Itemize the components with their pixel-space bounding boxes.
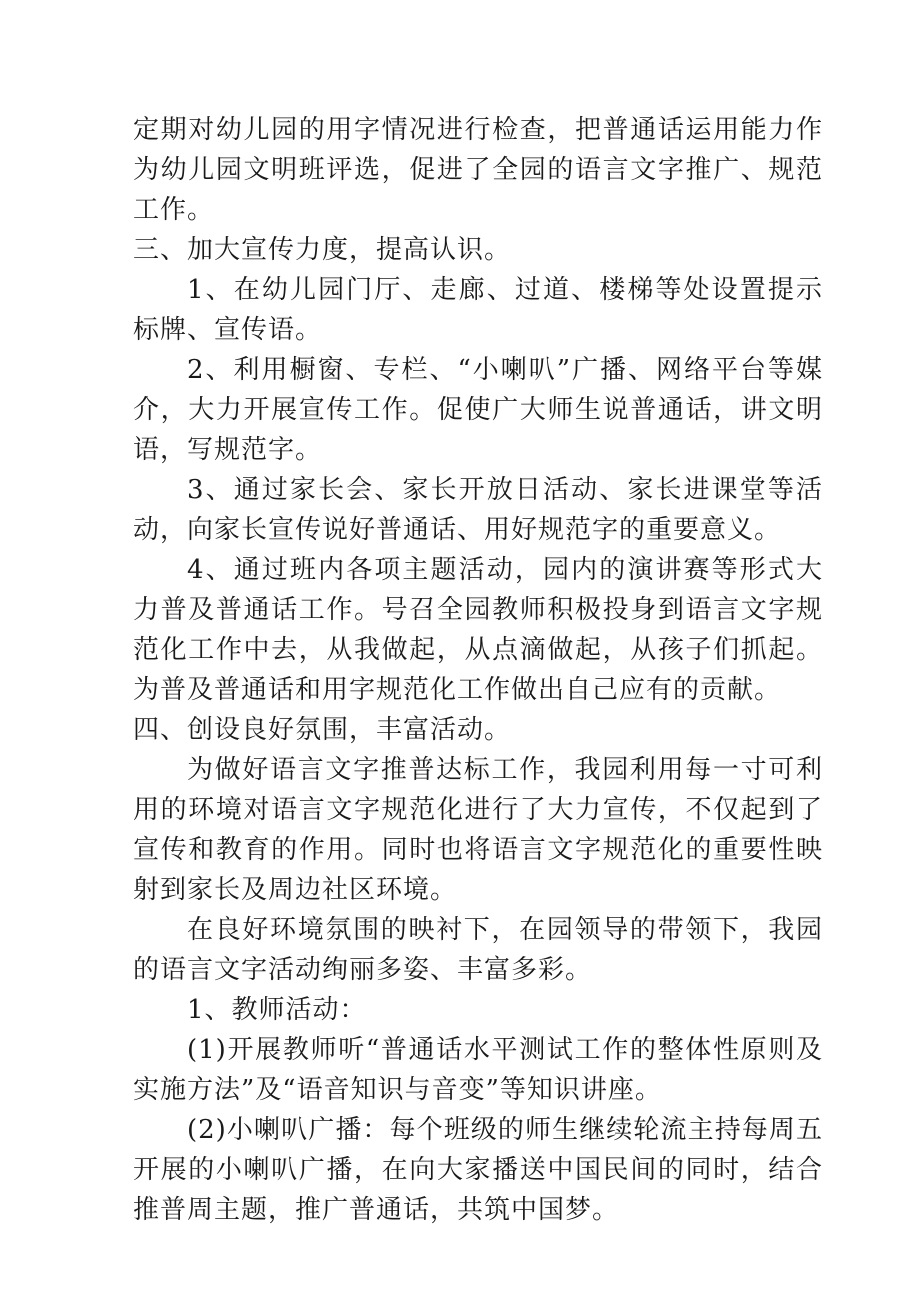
- section-heading: 四、创设良好氛围，丰富活动。: [133, 715, 512, 745]
- body-paragraph: 4、通过班内各项主题活动，园内的演讲赛等形式大力普及普通话工作。号召全园教师积极投身到语言文字规范化工作中去，从我做起，从点滴做起，从孩子们抓起。为普及普通话和用字规范化工作做出自己应有的贡献。: [133, 555, 823, 705]
- list-item: (2)小喇叭广播：每个班级的师生继续轮流主持每周五开展的小喇叭广播，在向大家播送中国民间的同时，结合推普周主题，推广普通话，共筑中国梦。: [133, 1115, 823, 1225]
- body-paragraph: 为做好语言文字推普达标工作，我园利用每一寸可利用的环境对语言文字规范化进行了大力宣传，不仅起到了宣传和教育的作用。同时也将语言文字规范化的重要性映射到家长及周边社区环境。: [133, 755, 823, 905]
- section-heading: 三、加大宣传力度，提高认识。: [133, 235, 512, 265]
- body-paragraph: 1、在幼儿园门厅、走廊、过道、楼梯等处设置提示标牌、宣传语。: [133, 275, 823, 345]
- list-item: (1)开展教师听“普通话水平测试工作的整体性原则及实施方法”及“语音知识与音变”等知识讲座。: [133, 1035, 823, 1105]
- document-body: [133, 110, 823, 1230]
- list-item-heading: 1、教师活动：: [187, 995, 367, 1025]
- body-paragraph: 2、利用橱窗、专栏、“小喇叭”广播、网络平台等媒介，大力开展宣传工作。促使广大师生说普通话，讲文明语，写规范字。: [133, 355, 823, 465]
- body-paragraph: 3、通过家长会、家长开放日活动、家长进课堂等活动，向家长宣传说好普通话、用好规范字的重要意义。: [133, 475, 823, 545]
- body-paragraph: 定期对幼儿园的用字情况进行检查，把普通话运用能力作为幼儿园文明班评选，促进了全园的语言文字推广、规范工作。: [133, 115, 823, 225]
- body-paragraph: 在良好环境氛围的映衬下，在园领导的带领下，我园的语言文字活动绚丽多姿、丰富多彩。: [133, 915, 823, 985]
